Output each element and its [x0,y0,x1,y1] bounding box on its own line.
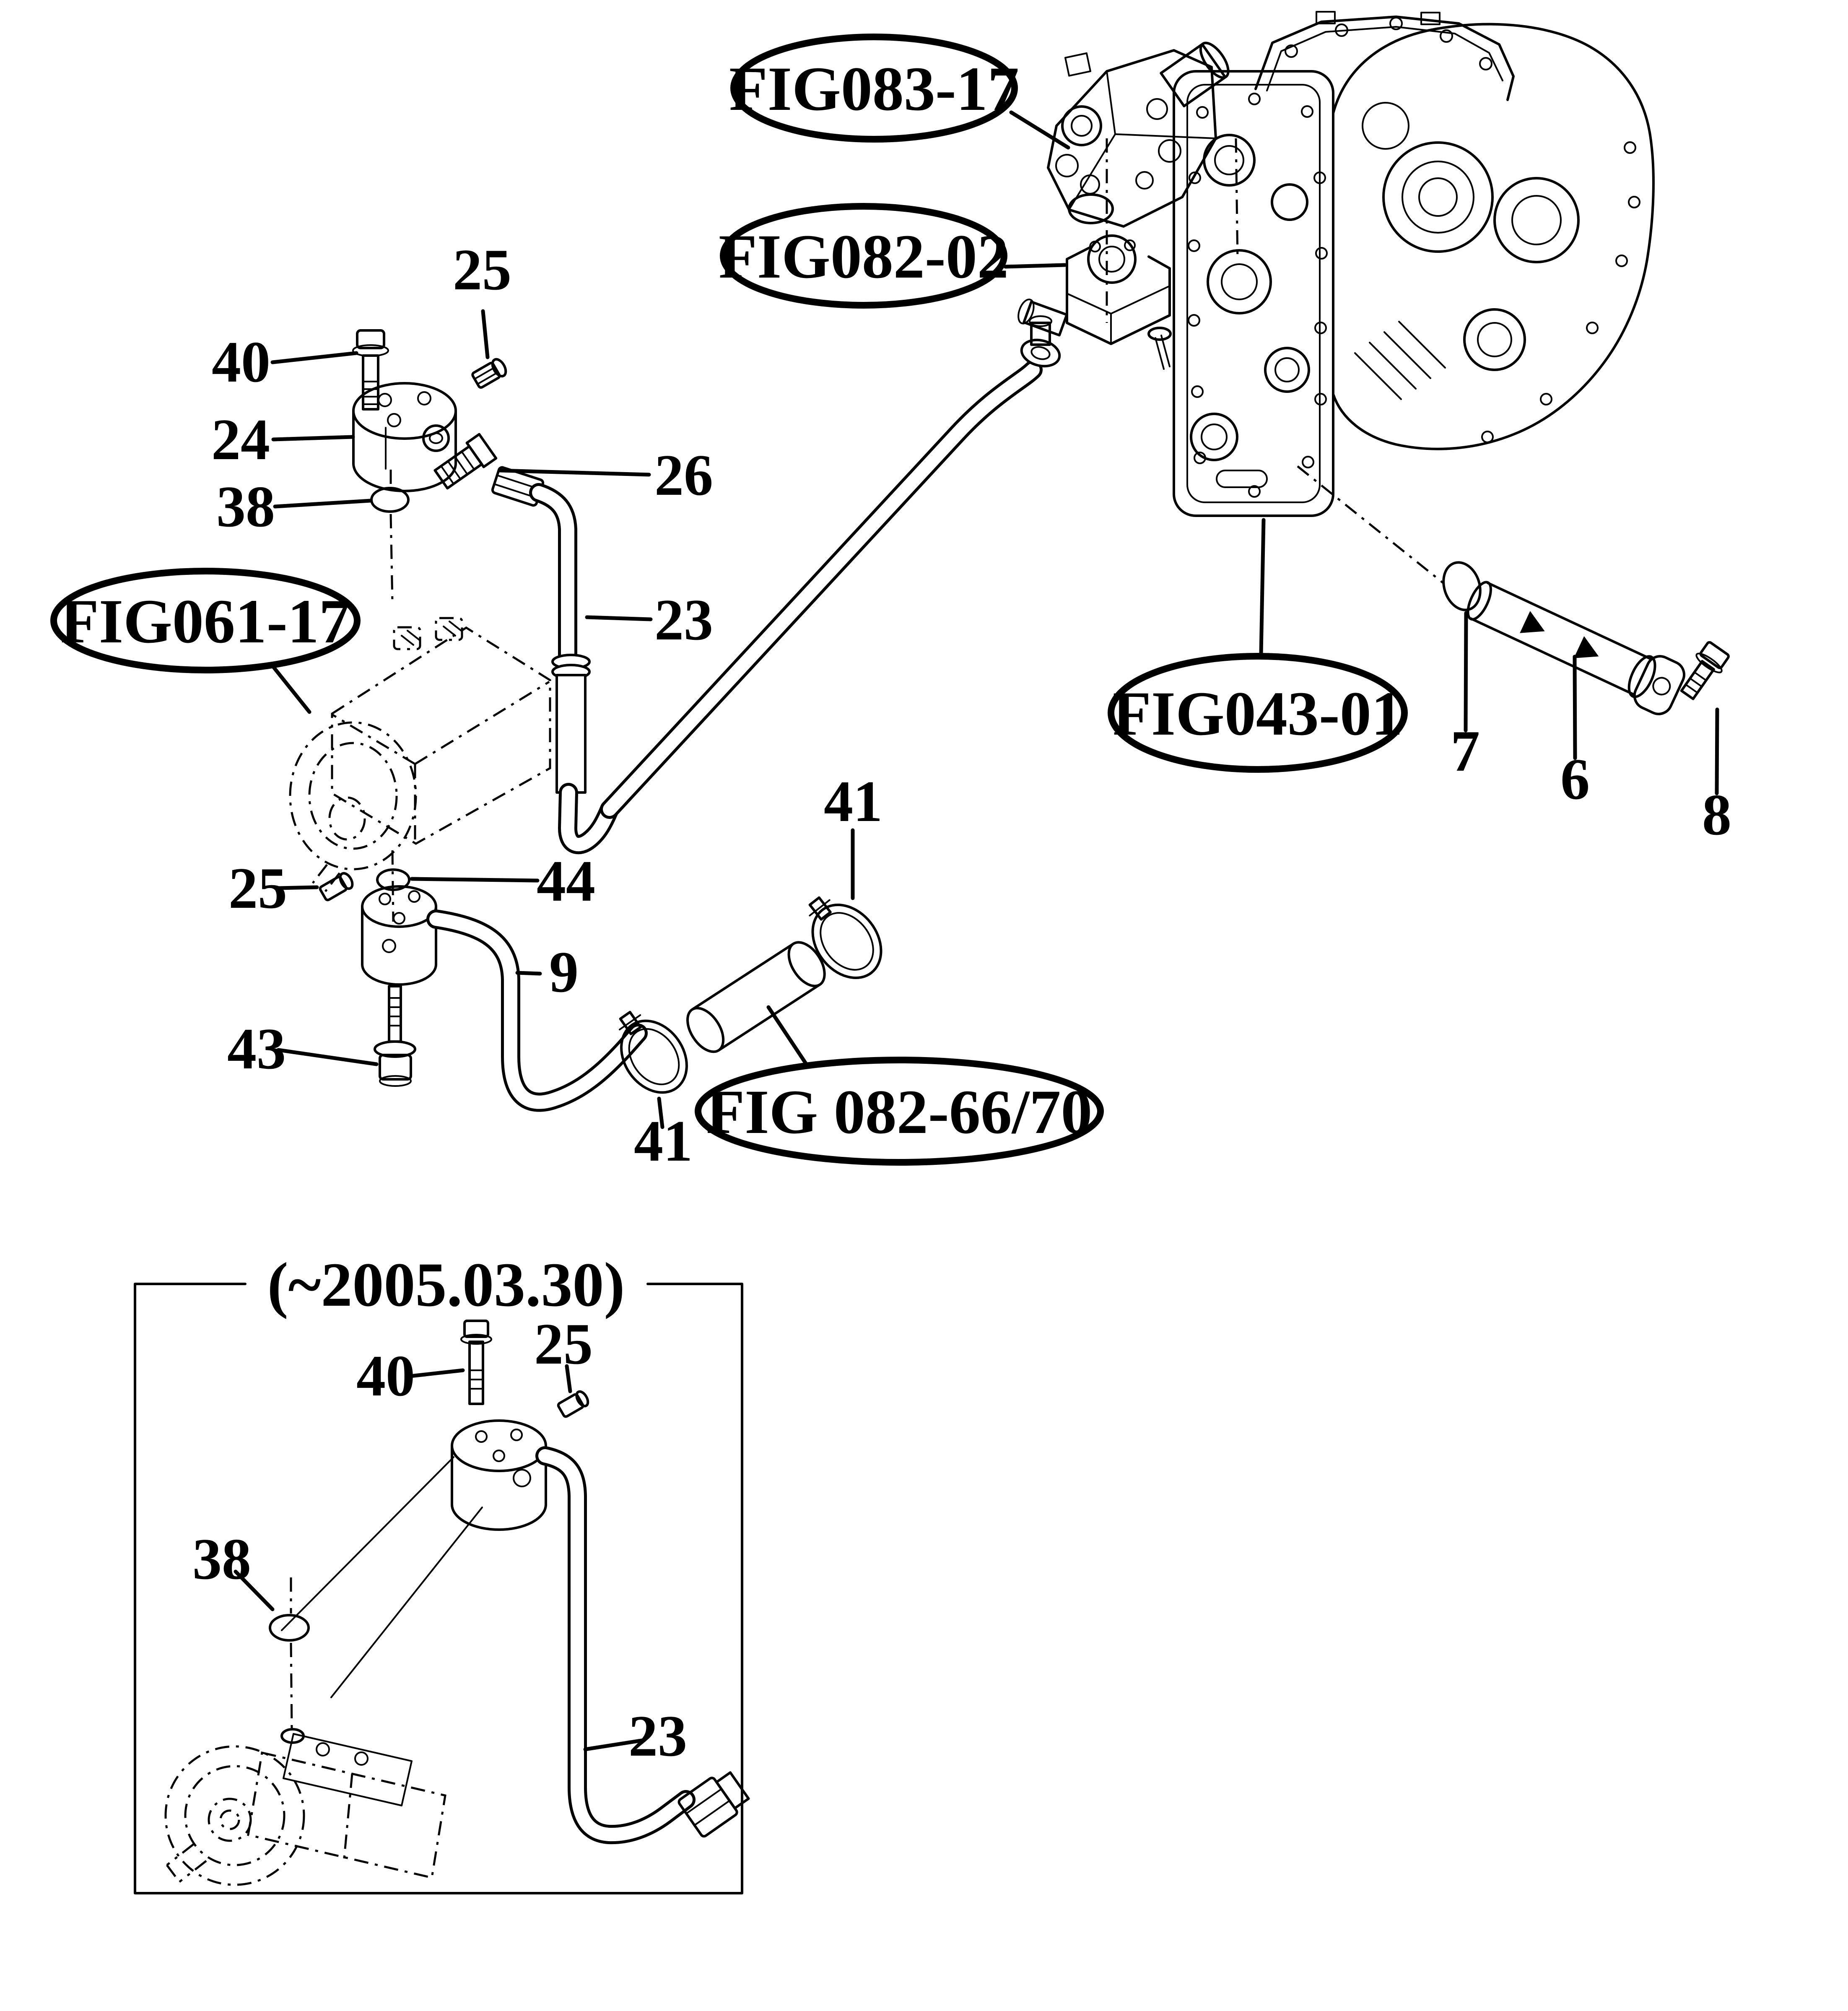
leader-line-44 [412,879,537,881]
plug-25-top [471,357,509,389]
leader-line-9 [517,973,540,974]
part-label-41-upper: 41 [824,769,882,834]
leader-line-fig043 [1261,520,1264,654]
pump-inset-dashed [166,1746,445,1885]
inset-title: (~2005.03.30) [267,1250,625,1320]
part-label-25-inset: 25 [534,1312,593,1377]
centerline-38-inset [291,1577,292,1730]
part-label-8: 8 [1702,782,1731,847]
steel-pipe-23 [539,493,610,844]
part-label-44: 44 [537,849,595,914]
leader-line-fig083 [1011,112,1068,148]
part-label-26: 26 [654,443,713,508]
leader-line-25-top [483,311,488,357]
leader-line-40 [273,353,356,362]
inset-box [135,1250,752,1893]
transmission-housing [1174,12,1653,583]
part-label-25-top: 25 [453,237,511,302]
part-label-25-mid: 25 [228,856,287,921]
valve-assembly-fig083 [1048,39,1233,323]
leader-line-24 [273,437,353,439]
figure-ref-label[interactable]: FIG043-01 [1113,679,1403,748]
part-label-9: 9 [549,940,579,1005]
flange-bolt-40-inset [461,1321,491,1404]
leader-line-fig061 [269,662,309,712]
hose-stub-fig082-66-70 [680,936,832,1058]
part-label-23-inset: 23 [628,1704,687,1769]
part-label-40-inset: 40 [356,1343,415,1408]
bolt-43 [375,986,415,1086]
plug-25-inset [557,1390,590,1418]
pump-inset-cover [283,1734,412,1806]
part-label-7: 7 [1451,719,1480,784]
figure-ref-fig082-02[interactable] [719,206,1009,305]
figure-ref-fig082-66-70[interactable] [698,1060,1100,1162]
pipe-23-inset [545,1456,686,1834]
leader-line-fig082 [1005,265,1065,267]
leader-line-38 [275,501,371,507]
part-label-23-pipe: 23 [654,587,713,652]
figure-ref-label[interactable]: FIG082-02 [719,222,1009,291]
part-label-6: 6 [1560,747,1590,812]
leader-line-40-inset [410,1370,463,1376]
figure-ref-fig061-17[interactable] [54,571,357,670]
figure-ref-label[interactable]: FIG 082-66/70 [706,1077,1093,1147]
figure-ref-fig083-17[interactable] [729,37,1019,139]
junction-block-24 [353,383,456,491]
banjo-fitting [1019,316,1062,370]
part-label-43: 43 [227,1016,286,1081]
figure-ref-label[interactable]: FIG061-17 [60,587,350,656]
leader-line-23-pipe [587,617,651,619]
junction-block-9 [362,886,436,985]
part-label-41-lower: 41 [634,1109,693,1174]
pipe-9 [436,919,638,1102]
leader-line-43 [278,1050,376,1064]
o-ring-38-inset [270,1615,309,1640]
junction-block-inset [452,1421,546,1530]
o-ring-38-main [371,488,408,512]
figure-ref-fig043-01[interactable] [1111,656,1404,769]
hydraulic-pump-dashed [290,618,550,891]
part-label-24: 24 [211,407,270,472]
part-label-38-main: 38 [216,474,275,539]
figure-ref-label[interactable]: FIG083-17 [729,54,1019,124]
fitting-26 [433,434,496,491]
part-label-38-inset: 38 [192,1527,251,1592]
part-label-40-main: 40 [212,330,270,395]
